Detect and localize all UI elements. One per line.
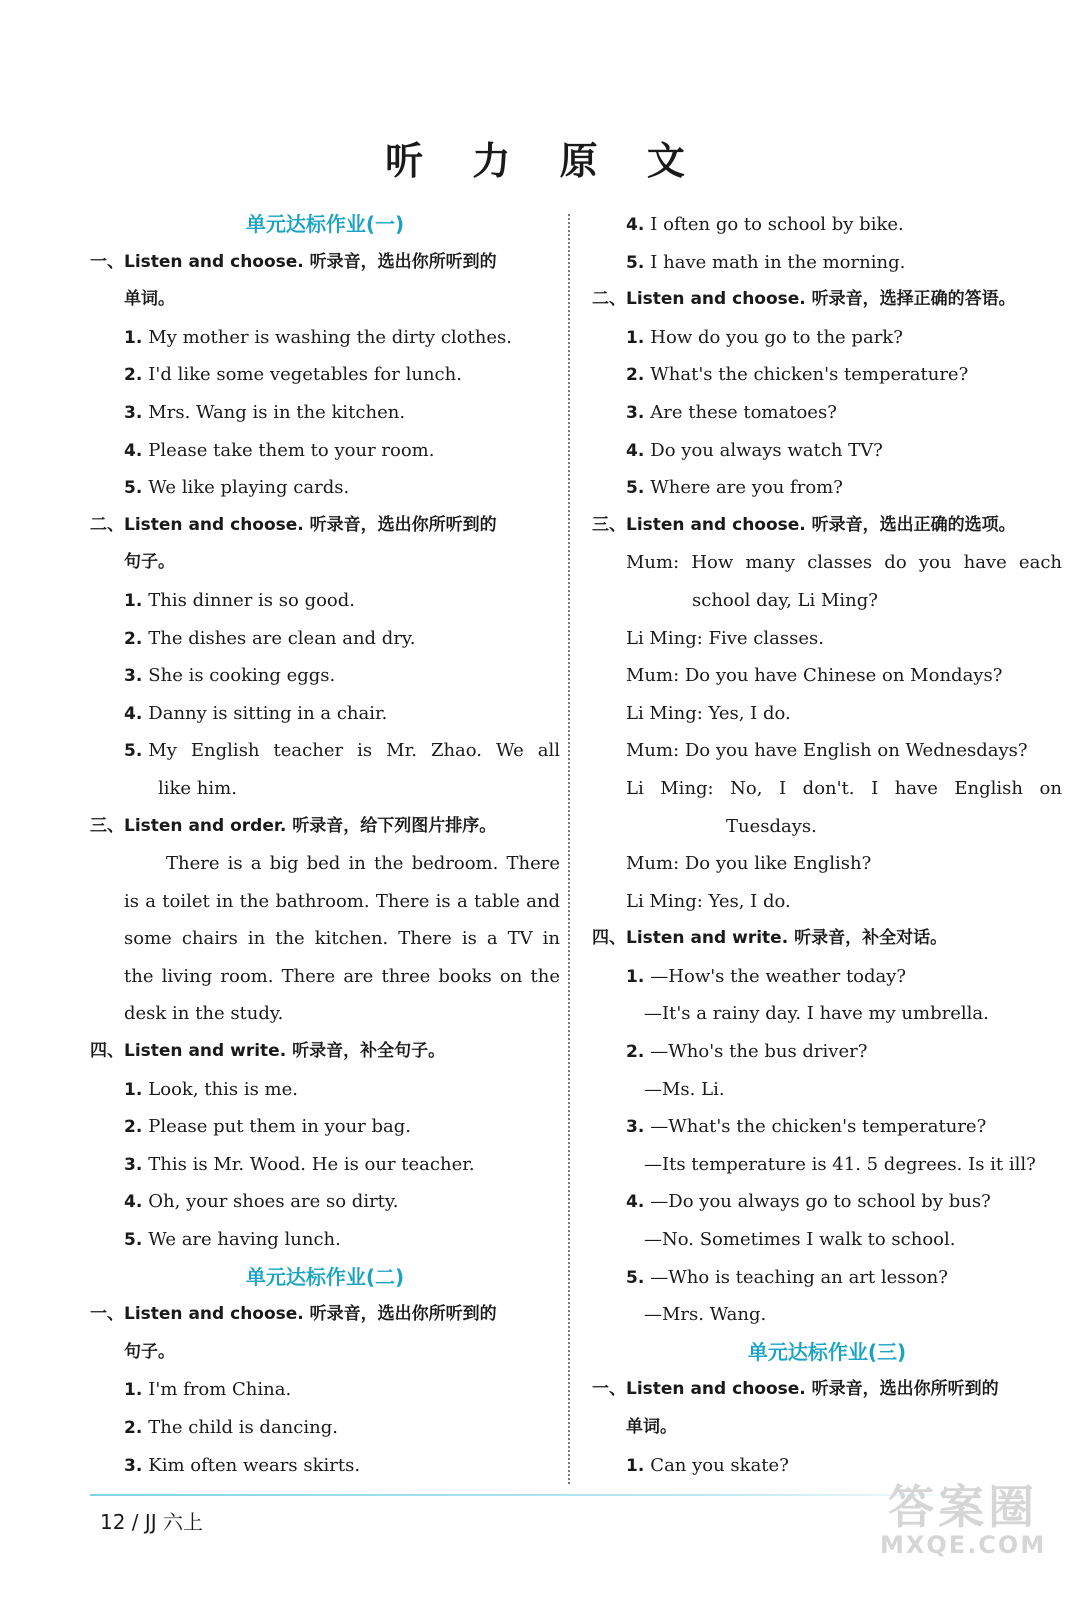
dialogue-reply	[592, 1146, 1062, 1184]
line-text: Can you skate?	[650, 1454, 789, 1476]
item-number: 4.	[124, 703, 143, 724]
line-text: The child is dancing.	[148, 1417, 338, 1438]
list-item	[592, 394, 1062, 432]
list-item	[90, 695, 560, 733]
line-text: She is cooking eggs.	[148, 665, 336, 687]
line-text: 句子。	[124, 1341, 175, 1362]
paragraph-line	[90, 995, 560, 1033]
item-number: 3.	[124, 1154, 143, 1175]
list-item	[90, 1108, 560, 1146]
line-text: How do you go to the park?	[650, 326, 903, 348]
item-number: 3.	[124, 666, 143, 687]
line-text: Tuesdays.	[726, 815, 817, 837]
line-text: —Its temperature is 41. 5 degrees. Is it ill?	[644, 1153, 1036, 1175]
list-item	[592, 356, 1062, 394]
continuation-line	[592, 582, 1062, 620]
line-text: Oh, your shoes are so dirty.	[148, 1191, 399, 1213]
list-item	[90, 394, 560, 432]
line-text: This is Mr. Wood. He is our teacher.	[148, 1153, 475, 1175]
dialogue-reply	[592, 1296, 1062, 1334]
line-text: Look, this is me.	[148, 1078, 298, 1100]
item-number: 1.	[626, 327, 645, 348]
paragraph-line	[592, 657, 1062, 695]
line-text: 四、Listen and write. 听录音，补全对话。	[592, 928, 948, 949]
line-text: I often go to school by bike.	[650, 214, 904, 235]
paragraph-line	[592, 845, 1062, 883]
list-item	[592, 206, 1062, 244]
line-text: This dinner is so good.	[148, 589, 356, 611]
item-number: 1.	[124, 590, 143, 611]
question-heading	[90, 808, 560, 846]
list-item	[592, 1183, 1062, 1221]
line-text: 句子。	[124, 552, 175, 573]
line-text: Please take them to your room.	[148, 439, 435, 461]
question-heading	[592, 1371, 1062, 1409]
paragraph-line	[592, 732, 1062, 770]
line-text: Li Ming: No, I don't. I have English on	[626, 777, 1062, 799]
question-heading	[592, 507, 1062, 545]
question-heading	[592, 281, 1062, 319]
list-item	[90, 657, 560, 695]
line-text: 三、Listen and choose. 听录音，选出正确的选项。	[592, 514, 1016, 535]
line-text: 一、Listen and choose. 听录音，选出你所听到的	[90, 1304, 497, 1325]
list-item	[90, 620, 560, 658]
line-text: Danny is sitting in a chair.	[148, 702, 388, 724]
section-heading	[592, 1334, 1062, 1372]
paragraph-line	[90, 958, 560, 996]
line-text: There is a big bed in the bedroom. There	[166, 853, 560, 875]
item-number: 5.	[124, 741, 143, 762]
line-text: like him.	[158, 777, 237, 799]
item-number: 5.	[626, 1267, 645, 1288]
item-number: 2.	[124, 365, 143, 386]
line-text: 二、Listen and choose. 听录音，选出你所听到的	[90, 514, 497, 535]
list-item	[592, 244, 1062, 282]
continuation-line	[90, 770, 560, 808]
line-text: I have math in the morning.	[650, 251, 906, 273]
item-number: 4.	[626, 440, 645, 461]
paragraph-line	[592, 770, 1062, 808]
line-text: My English teacher is Mr. Zhao. We all	[148, 740, 560, 762]
column-divider	[568, 214, 570, 1484]
item-number: 4.	[626, 215, 645, 235]
paragraph-line	[592, 620, 1062, 658]
item-number: 3.	[124, 1455, 143, 1476]
line-text: 单元达标作业(三)	[747, 1339, 907, 1364]
line-text: Kim often wears skirts.	[148, 1454, 361, 1476]
line-text: 单元达标作业(一)	[245, 212, 405, 236]
line-text: —Ms. Li.	[644, 1078, 725, 1100]
line-text: Mum: Do you like English?	[626, 853, 872, 875]
line-text: Mum: Do you have Chinese on Mondays?	[626, 665, 1003, 687]
item-number: 2.	[124, 1418, 143, 1438]
watermark-top: 答案圈	[888, 1480, 1039, 1534]
line-text: —Who is teaching an art lesson?	[650, 1266, 948, 1288]
line-text: Mum: Do you have English on Wednesdays?	[626, 740, 1028, 762]
item-number: 2.	[124, 1117, 143, 1138]
line-text: —Mrs. Wang.	[644, 1304, 767, 1326]
line-text: is a toilet in the bathroom. There is a table and	[124, 890, 560, 912]
line-text: 单词。	[124, 289, 175, 310]
paragraph-line	[592, 695, 1062, 733]
question-heading-cont	[90, 1334, 560, 1372]
question-heading	[90, 244, 560, 282]
line-text: 三、Listen and order. 听录音，给下列图片排序。	[90, 815, 497, 836]
list-item	[592, 469, 1062, 507]
list-item	[90, 1183, 560, 1221]
line-text: Li Ming: Yes, I do.	[626, 890, 791, 912]
line-text: 一、Listen and choose. 听录音，选出你所听到的	[90, 251, 497, 272]
line-text: some chairs in the kitchen. There is a TV in	[124, 928, 560, 950]
line-text: —Do you always go to school by bus?	[650, 1191, 991, 1213]
list-item	[90, 582, 560, 620]
line-text: 单元达标作业(二)	[245, 1264, 405, 1289]
line-text: The dishes are clean and dry.	[148, 627, 416, 649]
question-heading-cont	[90, 281, 560, 319]
line-text: My mother is washing the dirty clothes.	[148, 326, 512, 348]
line-text: 二、Listen and choose. 听录音，选择正确的答语。	[592, 289, 1016, 310]
line-text: 四、Listen and write. 听录音，补全句子。	[90, 1041, 446, 1062]
question-heading-cont	[592, 1409, 1062, 1447]
page-footer: 12 / JJ 六上	[100, 1510, 204, 1534]
line-text: —What's the chicken's temperature?	[650, 1116, 987, 1138]
item-number: 5.	[124, 1230, 143, 1251]
question-heading-cont	[90, 544, 560, 582]
item-number: 1.	[124, 327, 143, 348]
paragraph-line	[592, 544, 1062, 582]
item-number: 2.	[626, 365, 645, 386]
line-text: the living room. There are three books on the	[124, 965, 560, 987]
list-item	[90, 1409, 560, 1447]
line-text: Do you always watch TV?	[650, 439, 883, 461]
item-number: 5.	[124, 478, 143, 499]
section-heading	[90, 206, 560, 244]
list-item	[90, 1071, 560, 1109]
line-text: Li Ming: Five classes.	[626, 627, 824, 649]
item-number: 1.	[626, 966, 645, 987]
question-heading	[90, 1296, 560, 1334]
left-column	[90, 206, 560, 1484]
item-number: 4.	[124, 1192, 143, 1213]
item-number: 4.	[124, 440, 143, 461]
watermark-bottom: MXQE.COM	[880, 1531, 1047, 1559]
line-text: school day, Li Ming?	[692, 589, 878, 611]
item-number: 1.	[124, 1079, 143, 1100]
list-item	[90, 319, 560, 357]
line-text: desk in the study.	[124, 1003, 284, 1025]
item-number: 2.	[124, 628, 143, 649]
item-number: 5.	[626, 252, 645, 273]
footer-rule	[90, 1494, 990, 1496]
line-text: I'd like some vegetables for lunch.	[148, 364, 462, 386]
line-text: Where are you from?	[650, 477, 843, 499]
list-item	[592, 958, 1062, 996]
page-title: 听 力 原 文	[385, 139, 703, 183]
list-item	[90, 1146, 560, 1184]
paragraph-line	[90, 883, 560, 921]
dialogue-reply	[592, 1071, 1062, 1109]
item-number: 5.	[626, 478, 645, 499]
line-text: Li Ming: Yes, I do.	[626, 702, 791, 724]
list-item	[592, 1033, 1062, 1071]
list-item	[90, 1371, 560, 1409]
line-text: Mum: How many classes do you have each	[626, 552, 1062, 574]
paragraph-line	[90, 845, 560, 883]
item-number: 1.	[124, 1380, 143, 1401]
list-item	[90, 356, 560, 394]
list-item	[90, 432, 560, 470]
continuation-line	[592, 808, 1062, 846]
line-text: 单词。	[626, 1417, 677, 1437]
line-text: 一、Listen and choose. 听录音，选出你所听到的	[592, 1379, 999, 1400]
item-number: 3.	[626, 1117, 645, 1138]
line-text: Mrs. Wang is in the kitchen.	[148, 401, 406, 423]
line-text: Please put them in your bag.	[148, 1116, 411, 1138]
list-item	[90, 1221, 560, 1259]
item-number: 4.	[626, 1192, 645, 1213]
list-item	[592, 1108, 1062, 1146]
question-heading	[90, 507, 560, 545]
watermark-logo	[880, 1482, 1046, 1558]
line-text: What's the chicken's temperature?	[650, 364, 969, 386]
line-text: Are these tomatoes?	[650, 401, 837, 423]
line-text: —Who's the bus driver?	[650, 1041, 868, 1063]
line-text: We like playing cards.	[148, 477, 350, 499]
item-number: 3.	[626, 402, 645, 423]
paragraph-line	[592, 883, 1062, 921]
list-item	[592, 1447, 1062, 1485]
right-column	[592, 206, 1062, 1484]
line-text: —It's a rainy day. I have my umbrella.	[644, 1003, 989, 1025]
list-item	[90, 1447, 560, 1485]
section-heading	[90, 1259, 560, 1297]
list-item	[592, 319, 1062, 357]
item-number: 2.	[626, 1042, 645, 1063]
dialogue-reply	[592, 995, 1062, 1033]
item-number: 1.	[626, 1455, 645, 1476]
list-item	[592, 1259, 1062, 1297]
line-text: I'm from China.	[148, 1379, 292, 1401]
line-text: We are having lunch.	[148, 1229, 341, 1251]
line-text: —How's the weather today?	[650, 965, 907, 987]
line-text: —No. Sometimes I walk to school.	[644, 1229, 956, 1251]
question-heading	[592, 920, 1062, 958]
item-number: 3.	[124, 402, 143, 423]
list-item	[90, 732, 560, 770]
paragraph-line	[90, 920, 560, 958]
dialogue-reply	[592, 1221, 1062, 1259]
list-item	[90, 469, 560, 507]
list-item	[592, 432, 1062, 470]
question-heading	[90, 1033, 560, 1071]
